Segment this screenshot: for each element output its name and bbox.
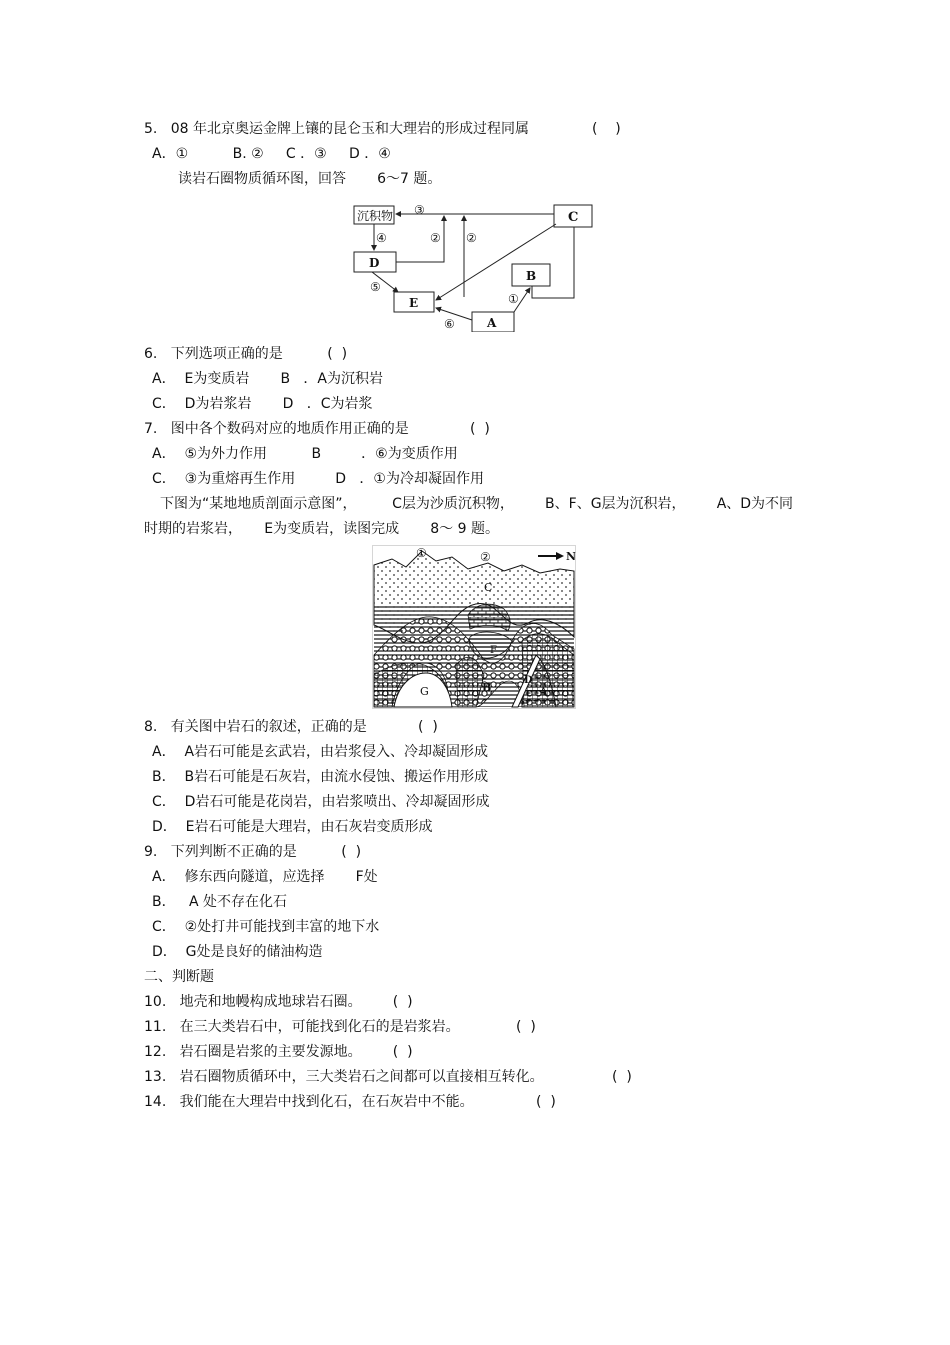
question-5-options: A．① B. ② C ．③ D ．④ <box>152 146 391 162</box>
label-d: D <box>369 256 380 270</box>
question-13-paren: ( ) <box>612 1069 632 1085</box>
intro-8-9-line2: 时期的岩浆岩， E为变质岩，读图完成 8～ 9 题。 <box>144 521 499 537</box>
label-b-layer: B <box>482 681 492 694</box>
question-11-paren: ( ) <box>516 1019 536 1035</box>
rock-cycle-diagram <box>352 200 596 332</box>
question-9-d: D． G处是良好的储油构造 <box>152 944 323 960</box>
marker-2: ② <box>480 550 491 564</box>
intro-6-7: 读岩石圈物质循环图，回答 6～7 题。 <box>178 171 442 187</box>
question-5: 5. 08 年北京奥运金牌上镶的昆仑玉和大理岩的形成过程同属 <box>144 121 529 137</box>
num-2b: ② <box>466 231 477 245</box>
question-8-b: B． B岩石可能是石灰岩，由流水侵蚀、搬运作用形成 <box>152 769 489 785</box>
question-8-d: D． E岩石可能是大理岩，由石灰岩变质形成 <box>152 819 433 835</box>
question-12: 12. 岩石圈是岩浆的主要发源地。 ( ) <box>144 1044 413 1060</box>
section-2-heading: 二、判断题 <box>144 969 214 985</box>
label-g-layer: G <box>420 685 429 698</box>
marker-1: ① <box>416 546 427 560</box>
question-7-paren: ( ) <box>470 421 490 437</box>
label-c: C <box>568 210 579 225</box>
num-6: ⑥ <box>444 317 455 331</box>
question-8-paren: ( ) <box>418 719 438 735</box>
label-f-layer: F <box>490 645 497 656</box>
question-11: 11. 在三大类岩石中，可能找到化石的是岩浆岩。 <box>144 1019 460 1035</box>
question-8: 8. 有关图中岩石的叙述，正确的是 <box>144 719 367 735</box>
question-6-ab: A． E为变质岩 B ．A为沉积岩 <box>152 371 384 387</box>
label-a: A <box>487 316 497 330</box>
question-9-b: B． A 处不存在化石 <box>152 894 287 910</box>
num-3: ③ <box>414 203 425 217</box>
question-9-a: A． 修东西向隧道，应选择 F处 <box>152 869 378 885</box>
question-8-a: A． A岩石可能是玄武岩，由岩浆侵入、冷却凝固形成 <box>152 744 489 760</box>
question-9-c: C． ②处打井可能找到丰富的地下水 <box>152 919 380 935</box>
num-2a: ② <box>430 231 441 245</box>
intro-8-9-line1: 下图为“某地地质剖面示意图”， C层为沙质沉积物， B、F、G层为沉积岩， A、D为不同 <box>160 496 794 512</box>
num-4: ④ <box>376 231 387 245</box>
num-1: ① <box>508 292 519 306</box>
num-5: ⑤ <box>370 280 381 294</box>
question-9: 9. 下列判断不正确的是 ( ) <box>144 844 362 860</box>
geologic-section-diagram <box>372 545 576 709</box>
label-b: B <box>526 269 537 283</box>
question-6: 6. 下列选项正确的是 ( ) <box>144 346 348 362</box>
question-14-paren: ( ) <box>536 1094 556 1110</box>
question-7-ab: A． ⑤为外力作用 B ．⑥为变质作用 <box>152 446 458 462</box>
label-a-intrusion: A <box>540 687 548 698</box>
question-7: 7. 图中各个数码对应的地质作用正确的是 <box>144 421 409 437</box>
north-label: N <box>566 550 576 563</box>
label-e: E <box>409 296 419 310</box>
label-d-dike: D <box>524 675 533 686</box>
question-10: 10. 地壳和地幔构成地球岩石圈。 ( ) <box>144 994 413 1010</box>
question-8-c: C． D岩石可能是花岗岩，由岩浆喷出、冷却凝固形成 <box>152 794 490 810</box>
label-c-layer: C <box>484 581 493 594</box>
question-7-cd: C． ③为重熔再生作用 D ．①为冷却凝固作用 <box>152 471 484 487</box>
label-sediment: 沉积物 <box>357 209 394 223</box>
question-5-paren: ( ) <box>592 121 621 137</box>
question-6-cd: C． D为岩浆岩 D ．C为岩浆 <box>152 396 373 412</box>
question-13: 13. 岩石圈物质循环中，三大类岩石之间都可以直接相互转化。 <box>144 1069 544 1085</box>
question-14: 14. 我们能在大理岩中找到化石，在石灰岩中不能。 <box>144 1094 474 1110</box>
